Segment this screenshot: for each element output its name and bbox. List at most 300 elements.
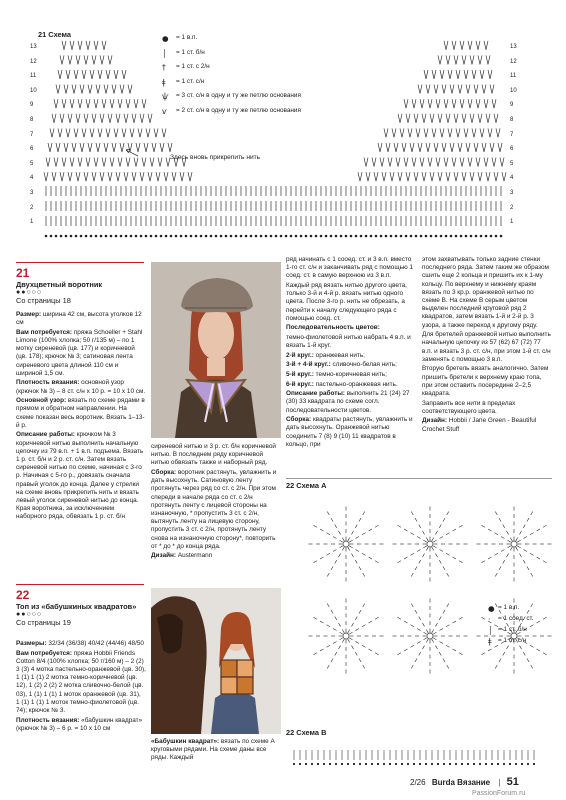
stitch-mark bbox=[358, 172, 362, 181]
stitch-mark bbox=[56, 143, 60, 152]
paragraph-text: вязать по схеме А круговыми рядами. На схеме даны все ряды. Каждый bbox=[151, 738, 275, 762]
stitch-mark bbox=[74, 70, 78, 79]
chain-stitch-mark bbox=[395, 763, 397, 765]
paragraph-text: ширина 42 см, высота уголков 12 см bbox=[16, 311, 142, 327]
stitch-mark bbox=[419, 652, 421, 655]
stitch-mark bbox=[60, 114, 64, 123]
stitch-mark bbox=[76, 55, 80, 64]
chain-stitch-mark bbox=[180, 235, 183, 238]
stitch-mark bbox=[447, 573, 449, 576]
stitch-mark bbox=[446, 553, 449, 555]
paragraph-lead: Плотность вязания: bbox=[16, 379, 80, 387]
stitch-mark bbox=[434, 143, 438, 152]
paragraph-text: основной узор (крючок № 3) – 8 ст. с/н х 10 р. = 10 х 10 см. bbox=[16, 379, 146, 395]
stitch-mark bbox=[331, 659, 333, 662]
stitch-mark bbox=[432, 538, 434, 541]
stitch-mark bbox=[406, 172, 410, 181]
legend-symbol: │ bbox=[488, 626, 493, 635]
chain-stitch-mark bbox=[55, 235, 58, 238]
stitch-mark bbox=[492, 99, 496, 108]
stitch-mark bbox=[460, 41, 464, 50]
chain-stitch-mark bbox=[521, 763, 523, 765]
stitch-mark bbox=[415, 610, 417, 613]
stitch-mark bbox=[404, 99, 408, 108]
paragraph bbox=[286, 371, 416, 379]
paragraph bbox=[16, 397, 146, 430]
collar-photo bbox=[151, 262, 281, 438]
chain-stitch-mark bbox=[325, 235, 328, 238]
chain-stitch-mark bbox=[299, 763, 301, 765]
chain-stitch-mark bbox=[170, 235, 173, 238]
stitch-mark bbox=[348, 538, 350, 541]
stitch-mark bbox=[500, 158, 504, 167]
stitch-mark bbox=[426, 538, 428, 541]
ring-mark bbox=[511, 541, 517, 547]
stitch-mark bbox=[106, 70, 110, 79]
stitch-mark bbox=[444, 99, 448, 108]
paragraph bbox=[286, 256, 416, 281]
stitch-mark bbox=[98, 128, 102, 137]
stitch-mark bbox=[398, 525, 401, 527]
stitch-mark bbox=[495, 665, 497, 668]
stitch-mark bbox=[378, 143, 382, 152]
stitch-mark bbox=[352, 623, 354, 626]
stitch-mark bbox=[392, 128, 396, 137]
chain-stitch-mark bbox=[220, 235, 223, 238]
stitch-mark bbox=[60, 55, 64, 64]
stitch-mark bbox=[327, 625, 330, 627]
stitch-mark bbox=[494, 172, 498, 181]
stitch-mark bbox=[314, 653, 317, 655]
chain-stitch-mark bbox=[390, 235, 393, 238]
chain-stitch-mark bbox=[515, 763, 517, 765]
chain-stitch-mark bbox=[455, 235, 458, 238]
section-22-number: 22 bbox=[16, 588, 30, 602]
chain-stitch-mark bbox=[305, 235, 308, 238]
chain-stitch-mark bbox=[445, 235, 448, 238]
stitch-mark bbox=[432, 630, 434, 633]
chain-stitch-mark bbox=[145, 235, 148, 238]
row-number: 5 bbox=[30, 160, 34, 167]
paragraph-text: крючком № 3 коричневой нитью выполнить начальную цепочку из 79 в.п. + 1 в.п. подъема. Вязать 1 р. ст. б/н и 2 р. ст. с/н. Затем вязать сиреневой нитью по схеме, начиная с 3-го р. Начиная с 5-го р., довязать сначала правый уголок до конца. Далее у стрелки на схеме вновь прикрепить нить и вязать левый уголок сиреневой нитью до конца. Края воротника, за исключением наборного ряда, обвязать 1 р. ст. б/н bbox=[16, 431, 144, 521]
stitch-mark bbox=[88, 143, 92, 152]
stitch-mark bbox=[474, 143, 478, 152]
chain-stitch-mark bbox=[140, 235, 143, 238]
chain-stitch-mark bbox=[80, 235, 83, 238]
stitch-mark bbox=[333, 550, 336, 552]
stitch-mark bbox=[375, 617, 378, 619]
chain-stitch-mark bbox=[240, 235, 243, 238]
stitch-mark bbox=[446, 533, 449, 535]
stitch-mark bbox=[130, 128, 134, 137]
row-number: 4 bbox=[510, 175, 514, 182]
stitch-mark bbox=[404, 158, 408, 167]
stitch-mark bbox=[320, 529, 323, 531]
stitch-mark bbox=[314, 617, 317, 619]
stitch-mark bbox=[516, 547, 518, 550]
chain-stitch-mark bbox=[155, 235, 158, 238]
paragraph bbox=[16, 650, 146, 716]
chain-stitch-mark bbox=[389, 763, 391, 765]
stitch-mark bbox=[369, 529, 372, 531]
paragraph-text: Для бретелей оранжевой нитью выполнить начальную цепочку из 57 (62) 67 (72) 77 в.п. и вязать 3 р. ст. с/н, при этом 1-й ст. с/н заменять с помощью 3 в.п. bbox=[422, 331, 551, 363]
paragraph bbox=[286, 352, 416, 360]
stitch-mark bbox=[349, 540, 352, 542]
chain-stitch-mark bbox=[383, 763, 385, 765]
footer-issue: 2/26 bbox=[410, 778, 426, 787]
stitch-mark bbox=[116, 172, 120, 181]
stitch-mark bbox=[327, 573, 329, 576]
stitch-mark bbox=[418, 143, 422, 152]
paragraph-text: оранжевая нить; bbox=[313, 351, 365, 359]
stitch-mark bbox=[339, 623, 341, 626]
chain-stitch-mark bbox=[500, 235, 503, 238]
chain-stitch-mark bbox=[110, 235, 113, 238]
row-number: 13 bbox=[510, 44, 517, 50]
chain-stitch-mark bbox=[290, 235, 293, 238]
stitch-mark bbox=[420, 99, 424, 108]
stitch-mark bbox=[70, 41, 74, 50]
stitch-mark bbox=[359, 659, 361, 662]
chain-stitch-mark bbox=[370, 235, 373, 238]
chain-stitch-mark bbox=[215, 235, 218, 238]
stitch-mark bbox=[503, 525, 505, 528]
chain-stitch-mark bbox=[407, 763, 409, 765]
paragraph bbox=[16, 431, 146, 521]
stitch-mark bbox=[362, 533, 365, 535]
chain-stitch-mark bbox=[400, 235, 403, 238]
stitch-mark bbox=[366, 172, 370, 181]
stitch-mark bbox=[432, 639, 434, 642]
chain-stitch-mark bbox=[480, 235, 483, 238]
stitch-mark bbox=[54, 99, 58, 108]
stitch-mark bbox=[433, 632, 436, 634]
chain-stitch-mark bbox=[225, 235, 228, 238]
stitch-mark bbox=[128, 143, 132, 152]
stitch-mark bbox=[138, 128, 142, 137]
stitch-mark bbox=[495, 533, 498, 535]
stitch-mark bbox=[154, 128, 158, 137]
chain-stitch-mark bbox=[340, 235, 343, 238]
stitch-mark bbox=[374, 172, 378, 181]
stitch-mark bbox=[520, 531, 522, 534]
stitch-mark bbox=[438, 55, 442, 64]
chain-stitch-mark bbox=[377, 763, 379, 765]
stitch-mark bbox=[459, 653, 462, 655]
row-number: 8 bbox=[30, 117, 34, 123]
stitch-mark bbox=[94, 41, 98, 50]
stitch-mark bbox=[92, 172, 96, 181]
stitch-mark bbox=[426, 143, 430, 152]
row-number: 13 bbox=[30, 44, 37, 50]
chain-stitch-mark bbox=[435, 235, 438, 238]
stitch-mark bbox=[108, 172, 112, 181]
stitch-mark bbox=[426, 547, 428, 550]
chain-stitch-mark bbox=[200, 235, 203, 238]
stitch-mark bbox=[417, 642, 420, 644]
chain-stitch-mark bbox=[75, 235, 78, 238]
stitch-mark bbox=[58, 70, 62, 79]
chain-stitch-mark bbox=[275, 235, 278, 238]
stitch-mark bbox=[440, 70, 444, 79]
stitch-mark bbox=[432, 547, 434, 550]
stitch-mark bbox=[78, 41, 82, 50]
stitch-mark bbox=[104, 143, 108, 152]
stitch-mark bbox=[140, 114, 144, 123]
chain-stitch-mark bbox=[260, 235, 263, 238]
paragraph-lead: Дизайн: bbox=[422, 417, 448, 425]
stitch-mark bbox=[348, 639, 350, 642]
stitch-mark bbox=[80, 85, 84, 94]
stitch-mark bbox=[470, 114, 474, 123]
ring-mark bbox=[427, 541, 433, 547]
stitch-mark bbox=[356, 537, 359, 539]
paragraph-lead: Последовательность цветов: bbox=[286, 324, 380, 332]
stitch-mark bbox=[422, 114, 426, 123]
stitch-mark bbox=[464, 128, 468, 137]
stitch-mark bbox=[333, 642, 336, 644]
stitch-mark bbox=[172, 172, 176, 181]
stitch-mark bbox=[349, 632, 352, 634]
legend-symbol: ǂ bbox=[162, 77, 166, 87]
section-21-pages: Со страницы 18 bbox=[16, 296, 71, 306]
chain-stitch-mark bbox=[60, 235, 63, 238]
section-21-title: Двухцветный воротник bbox=[16, 280, 103, 289]
chain-stitch-mark bbox=[485, 235, 488, 238]
stitch-mark bbox=[60, 172, 64, 181]
stitch-mark bbox=[96, 143, 100, 152]
stitch-mark bbox=[443, 610, 445, 613]
row-number: 9 bbox=[30, 102, 34, 109]
stitch-mark bbox=[327, 604, 329, 607]
stitch-mark bbox=[438, 172, 442, 181]
legend-label: = 1 в.п. bbox=[498, 604, 520, 611]
stitch-mark bbox=[160, 143, 164, 152]
stitch-mark bbox=[342, 538, 344, 541]
stitch-mark bbox=[411, 573, 413, 576]
stitch-mark bbox=[502, 172, 506, 181]
stitch-mark bbox=[460, 99, 464, 108]
stitch-mark bbox=[488, 70, 492, 79]
chain-stitch-mark bbox=[413, 763, 415, 765]
paragraph bbox=[151, 443, 281, 468]
stitch-mark bbox=[470, 172, 474, 181]
stitch-mark bbox=[382, 172, 386, 181]
stitch-mark bbox=[456, 128, 460, 137]
stitch-mark bbox=[102, 41, 106, 50]
stitch-mark bbox=[454, 55, 458, 64]
paragraph bbox=[422, 400, 552, 416]
stitch-mark bbox=[470, 55, 474, 64]
stitch-mark bbox=[54, 158, 58, 167]
chain-stitch-mark bbox=[473, 763, 475, 765]
stitch-mark bbox=[150, 158, 154, 167]
stitch-mark bbox=[523, 525, 525, 528]
stitch-mark bbox=[372, 158, 376, 167]
stitch-mark bbox=[452, 41, 456, 50]
stitch-mark bbox=[74, 128, 78, 137]
paragraph-text: Заправить все нити в пределах соответствующего цвета. bbox=[422, 399, 516, 415]
paragraph-text: этом захватывать только задние стенки последнего ряда. Затем таким же образом сшить еще 2 кольца и пришить их к 1-му кольцу. По верхнему и нижнему краям вязать по 3 кр.р. оранжевой нитью по схеме В. На схеме В серым цветом выделен последний круговой ряд 2 квадратов, затем вязать 1-й и 2-й р. 3 узора, а также переход к другому ряду. bbox=[422, 256, 549, 329]
stitch-mark bbox=[102, 99, 106, 108]
section-21-text-col1 bbox=[16, 311, 146, 523]
ring-mark bbox=[427, 633, 433, 639]
stitch-mark bbox=[472, 70, 476, 79]
row-number: 10 bbox=[30, 87, 37, 94]
stitch-mark bbox=[92, 55, 96, 64]
stitch-mark bbox=[363, 665, 365, 668]
chain-stitch-mark bbox=[443, 763, 445, 765]
ring-mark bbox=[343, 541, 349, 547]
stitch-mark bbox=[474, 85, 478, 94]
stitch-mark bbox=[58, 128, 62, 137]
legend-symbol: │ bbox=[162, 48, 167, 58]
stitch-mark bbox=[340, 546, 343, 548]
chain-stitch-mark bbox=[45, 235, 48, 238]
stitch-mark bbox=[414, 172, 418, 181]
stitch-mark bbox=[454, 172, 458, 181]
stitch-mark bbox=[426, 85, 430, 94]
chain-stitch-mark bbox=[419, 763, 421, 765]
scheme-21-legend bbox=[162, 34, 372, 124]
scheme-21-right-row-numbers bbox=[510, 30, 524, 250]
paragraph-lead: Дизайн: bbox=[151, 552, 177, 560]
stitch-mark bbox=[462, 172, 466, 181]
chain-stitch-mark bbox=[479, 763, 481, 765]
stitch-mark bbox=[52, 172, 56, 181]
stitch-mark bbox=[507, 554, 509, 557]
footer-page-number: 51 bbox=[506, 776, 519, 788]
stitch-mark bbox=[444, 41, 448, 50]
row-number: 7 bbox=[510, 131, 514, 138]
stitch-mark bbox=[468, 41, 472, 50]
stitch-mark bbox=[415, 659, 417, 662]
stitch-mark bbox=[349, 638, 352, 640]
chain-stitch-mark bbox=[395, 235, 398, 238]
chain-stitch-mark bbox=[150, 235, 153, 238]
stitch-mark bbox=[415, 567, 417, 570]
stitch-mark bbox=[398, 653, 401, 655]
stitch-mark bbox=[90, 70, 94, 79]
stitch-mark bbox=[76, 114, 80, 123]
stitch-mark bbox=[495, 573, 497, 576]
stitch-mark bbox=[464, 70, 468, 79]
legend-label: = 1 в.п. bbox=[176, 34, 198, 41]
stitch-mark bbox=[476, 158, 480, 167]
chain-stitch-mark bbox=[265, 235, 268, 238]
chain-stitch-mark bbox=[440, 235, 443, 238]
paragraph-lead: Размеры: bbox=[16, 640, 47, 647]
chain-stitch-mark bbox=[50, 235, 53, 238]
stitch-mark bbox=[417, 629, 420, 631]
stitch-mark bbox=[411, 645, 414, 647]
chain-stitch-mark bbox=[360, 235, 363, 238]
stitch-mark bbox=[478, 172, 482, 181]
stitch-mark bbox=[516, 538, 518, 541]
stitch-mark bbox=[408, 128, 412, 137]
stitch-mark bbox=[543, 525, 546, 527]
stitch-mark bbox=[320, 557, 323, 559]
paragraph bbox=[16, 311, 146, 327]
chain-stitch-mark bbox=[135, 235, 138, 238]
paragraph-text: 32/34 (36/38) 40/42 (44/46) 48/50 bbox=[46, 640, 144, 647]
stitch-mark bbox=[424, 540, 427, 542]
paragraph-lead: Сборка: bbox=[286, 416, 312, 424]
paragraph bbox=[151, 552, 281, 560]
stitch-mark bbox=[412, 158, 416, 167]
stitch-mark bbox=[342, 639, 344, 642]
stitch-mark bbox=[415, 518, 417, 521]
row-number: 1 bbox=[30, 219, 34, 226]
section-21-header bbox=[16, 266, 146, 306]
stitch-mark bbox=[375, 561, 378, 563]
paragraph-lead: Вам потребуется: bbox=[16, 328, 73, 336]
stitch-mark bbox=[148, 172, 152, 181]
chain-stitch-mark bbox=[100, 235, 103, 238]
stitch-mark bbox=[342, 630, 344, 633]
row-number: 8 bbox=[510, 117, 514, 123]
stitch-mark bbox=[114, 70, 118, 79]
stitch-mark bbox=[406, 114, 410, 123]
stitch-mark bbox=[164, 172, 168, 181]
chain-stitch-mark bbox=[437, 763, 439, 765]
stitch-mark bbox=[450, 85, 454, 94]
footer: 2/26 Burda Вязание | 51 bbox=[410, 776, 519, 788]
stitch-mark bbox=[423, 623, 425, 626]
legend-symbol: † bbox=[162, 63, 166, 72]
stitch-mark bbox=[363, 604, 365, 607]
stitch-mark bbox=[48, 143, 52, 152]
stitch-mark bbox=[494, 114, 498, 123]
stitch-mark bbox=[440, 128, 444, 137]
row-number: 7 bbox=[30, 131, 34, 138]
stitch-mark bbox=[501, 550, 504, 552]
section-21-number: 21 bbox=[16, 266, 30, 280]
scheme-21-annotation: Здесь вновь прикрепить нить bbox=[170, 154, 261, 161]
chain-stitch-mark bbox=[311, 763, 313, 765]
stitch-mark bbox=[335, 617, 337, 620]
chain-stitch-mark bbox=[385, 235, 388, 238]
paragraph bbox=[286, 324, 416, 332]
stitch-mark bbox=[466, 85, 470, 94]
chain-stitch-mark bbox=[341, 763, 343, 765]
stitch-mark bbox=[460, 158, 464, 167]
stitch-mark bbox=[398, 617, 401, 619]
chain-stitch-mark bbox=[255, 235, 258, 238]
stitch-mark bbox=[320, 649, 323, 651]
section-22-pages: Со страницы 19 bbox=[16, 618, 71, 628]
paragraph-text: Austermann bbox=[176, 552, 213, 560]
stitch-mark bbox=[436, 158, 440, 167]
stitch-mark bbox=[118, 99, 122, 108]
chain-stitch-mark bbox=[105, 235, 108, 238]
stitch-mark bbox=[476, 41, 480, 50]
stitch-mark bbox=[380, 158, 384, 167]
stitch-mark bbox=[168, 143, 172, 152]
stitch-mark bbox=[355, 652, 357, 655]
stitch-mark bbox=[446, 55, 450, 64]
chain-stitch-mark bbox=[497, 763, 499, 765]
text-col4 bbox=[422, 256, 552, 435]
stitch-mark bbox=[68, 172, 72, 181]
stitch-mark bbox=[414, 114, 418, 123]
stitch-mark bbox=[419, 560, 421, 563]
chain-stitch-mark bbox=[250, 235, 253, 238]
stitch-mark bbox=[436, 623, 438, 626]
stitch-mark bbox=[442, 143, 446, 152]
chain-stitch-mark bbox=[347, 763, 349, 765]
chain-stitch-mark bbox=[320, 235, 323, 238]
